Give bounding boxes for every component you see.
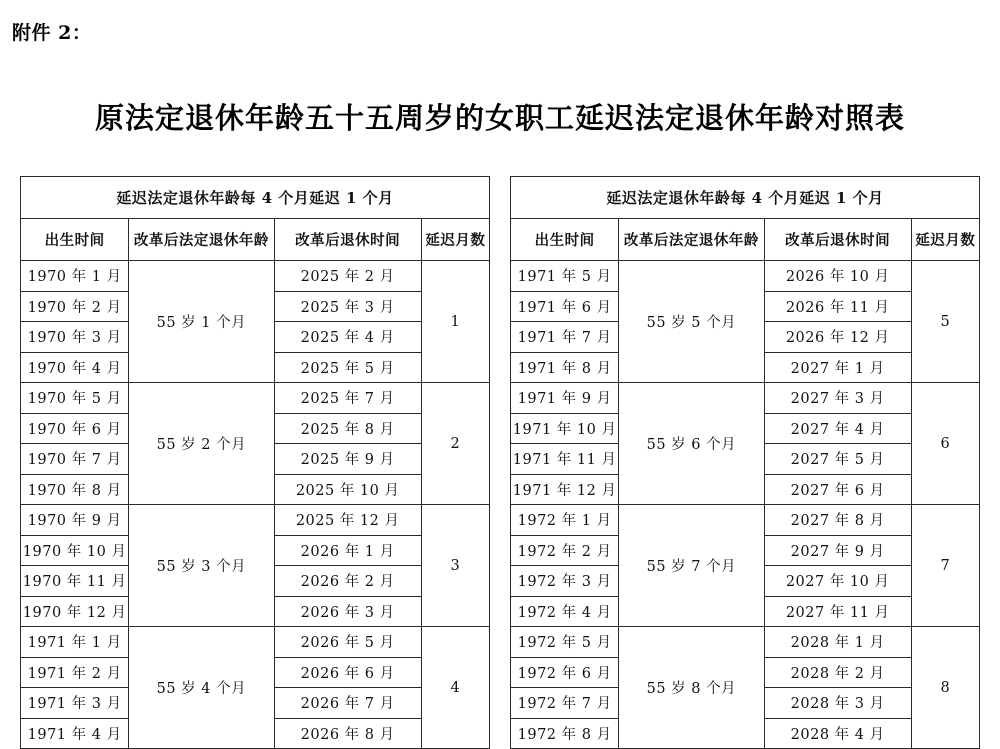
cell-retirement-age: 55 岁 1 个月 [129,261,274,383]
cell-birth-date: 1970 年 5 月 [21,383,129,414]
cell-birth-date: 1970 年 2 月 [21,291,129,322]
cell-delay-months: 1 [421,261,489,383]
table-row [511,505,980,536]
cell-birth-date: 1971 年 1 月 [21,627,129,658]
table-column-header-row [21,219,490,261]
cell-delay-months: 3 [421,505,489,627]
cell-retirement-date: 2026 年 7 月 [274,688,421,719]
cell-birth-date: 1970 年 4 月 [21,352,129,383]
cell-retirement-date: 2025 年 3 月 [274,291,421,322]
cell-retirement-date: 2028 年 1 月 [764,627,911,658]
cell-retirement-date: 2026 年 6 月 [274,657,421,688]
group-header: 延迟法定退休年龄每 4 个月延迟 1 个月 [511,177,980,219]
table-row [21,505,490,536]
cell-retirement-date: 2027 年 3 月 [764,383,911,414]
table-row [21,261,490,292]
cell-retirement-date: 2025 年 12 月 [274,505,421,536]
cell-retirement-date: 2026 年 12 月 [764,322,911,353]
attachment-label: 附件 2： [12,22,92,44]
table-row [511,627,980,658]
cell-delay-months: 2 [421,383,489,505]
cell-retirement-date: 2026 年 3 月 [274,596,421,627]
cell-retirement-date: 2026 年 2 月 [274,566,421,597]
table-body-left [21,261,490,749]
cell-retirement-age: 55 岁 7 个月 [619,505,764,627]
cell-retirement-date: 2025 年 5 月 [274,352,421,383]
cell-retirement-date: 2027 年 8 月 [764,505,911,536]
cell-delay-months: 5 [911,261,979,383]
cell-birth-date: 1971 年 11 月 [511,444,619,475]
cell-birth-date: 1971 年 6 月 [511,291,619,322]
cell-retirement-date: 2025 年 2 月 [274,261,421,292]
cell-retirement-date: 2027 年 5 月 [764,444,911,475]
cell-retirement-date: 2027 年 9 月 [764,535,911,566]
column-header-retire: 改革后退休时间 [274,219,421,261]
cell-retirement-age: 55 岁 3 个月 [129,505,274,627]
cell-retirement-date: 2026 年 10 月 [764,261,911,292]
cell-birth-date: 1971 年 4 月 [21,718,129,749]
cell-birth-date: 1972 年 6 月 [511,657,619,688]
cell-retirement-date: 2025 年 10 月 [274,474,421,505]
cell-birth-date: 1970 年 8 月 [21,474,129,505]
table-row [511,383,980,414]
cell-birth-date: 1971 年 2 月 [21,657,129,688]
column-header-birth: 出生时间 [511,219,619,261]
cell-retirement-date: 2025 年 7 月 [274,383,421,414]
cell-birth-date: 1970 年 1 月 [21,261,129,292]
cell-birth-date: 1972 年 7 月 [511,688,619,719]
cell-retirement-date: 2028 年 2 月 [764,657,911,688]
cell-retirement-date: 2025 年 9 月 [274,444,421,475]
cell-delay-months: 7 [911,505,979,627]
table-row [511,261,980,292]
column-header-age: 改革后法定退休年龄 [619,219,764,261]
retirement-schedule-table-right [510,176,980,749]
cell-birth-date: 1971 年 3 月 [21,688,129,719]
cell-retirement-date: 2028 年 3 月 [764,688,911,719]
table-row [21,383,490,414]
cell-retirement-date: 2026 年 11 月 [764,291,911,322]
cell-birth-date: 1970 年 10 月 [21,535,129,566]
cell-retirement-date: 2027 年 10 月 [764,566,911,597]
cell-birth-date: 1972 年 2 月 [511,535,619,566]
cell-birth-date: 1970 年 6 月 [21,413,129,444]
cell-retirement-age: 55 岁 8 个月 [619,627,764,749]
cell-retirement-date: 2025 年 4 月 [274,322,421,353]
column-header-delay: 延迟月数 [911,219,979,261]
cell-birth-date: 1972 年 1 月 [511,505,619,536]
cell-retirement-date: 2026 年 5 月 [274,627,421,658]
page-title: 原法定退休年龄五十五周岁的女职工延迟法定退休年龄对照表 [94,101,905,135]
table-body-right [511,261,980,749]
cell-birth-date: 1970 年 9 月 [21,505,129,536]
column-header-delay: 延迟月数 [421,219,489,261]
cell-birth-date: 1971 年 5 月 [511,261,619,292]
cell-retirement-age: 55 岁 2 个月 [129,383,274,505]
cell-birth-date: 1970 年 7 月 [21,444,129,475]
table-column-header-row [511,219,980,261]
group-header: 延迟法定退休年龄每 4 个月延迟 1 个月 [21,177,490,219]
cell-retirement-age: 55 岁 4 个月 [129,627,274,749]
cell-birth-date: 1971 年 7 月 [511,322,619,353]
cell-delay-months: 4 [421,627,489,749]
cell-birth-date: 1972 年 4 月 [511,596,619,627]
cell-birth-date: 1972 年 8 月 [511,718,619,749]
cell-retirement-date: 2027 年 1 月 [764,352,911,383]
cell-birth-date: 1971 年 10 月 [511,413,619,444]
cell-delay-months: 8 [911,627,979,749]
table-group-header-row [511,177,980,219]
cell-delay-months: 6 [911,383,979,505]
cell-birth-date: 1970 年 3 月 [21,322,129,353]
column-header-age: 改革后法定退休年龄 [129,219,274,261]
cell-retirement-date: 2027 年 11 月 [764,596,911,627]
cell-birth-date: 1970 年 11 月 [21,566,129,597]
cell-birth-date: 1970 年 12 月 [21,596,129,627]
column-header-birth: 出生时间 [21,219,129,261]
cell-birth-date: 1972 年 5 月 [511,627,619,658]
cell-retirement-date: 2028 年 4 月 [764,718,911,749]
cell-retirement-age: 55 岁 5 个月 [619,261,764,383]
cell-retirement-date: 2026 年 8 月 [274,718,421,749]
retirement-schedule-table-left [20,176,490,749]
cell-birth-date: 1971 年 9 月 [511,383,619,414]
cell-birth-date: 1971 年 8 月 [511,352,619,383]
cell-birth-date: 1971 年 12 月 [511,474,619,505]
table-row [21,627,490,658]
cell-retirement-date: 2027 年 6 月 [764,474,911,505]
cell-birth-date: 1972 年 3 月 [511,566,619,597]
cell-retirement-age: 55 岁 6 个月 [619,383,764,505]
cell-retirement-date: 2026 年 1 月 [274,535,421,566]
column-header-retire: 改革后退休时间 [764,219,911,261]
cell-retirement-date: 2025 年 8 月 [274,413,421,444]
cell-retirement-date: 2027 年 4 月 [764,413,911,444]
schedule-tables [20,176,980,749]
table-group-header-row [21,177,490,219]
